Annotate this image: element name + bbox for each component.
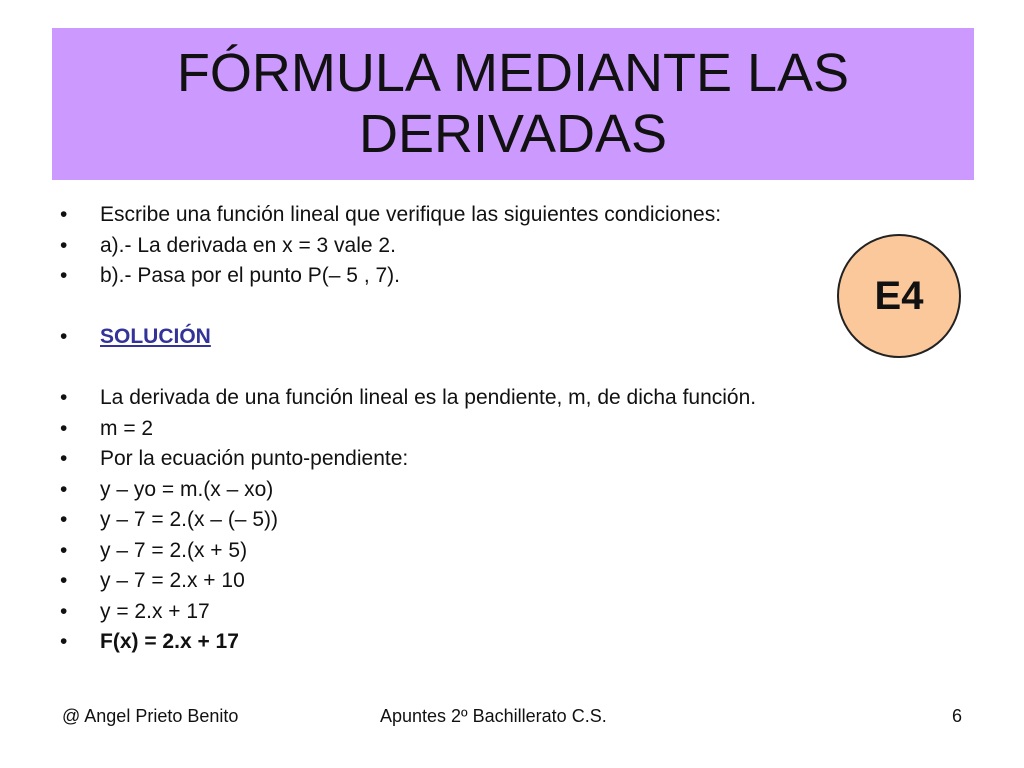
bullet-icon: • xyxy=(60,538,68,562)
slide-title: FÓRMULA MEDIANTE LAS DERIVADAS xyxy=(176,42,850,164)
bullet-spacer xyxy=(60,292,940,323)
bullet-item-formula-step-4 xyxy=(60,597,940,628)
bullet-item-statement xyxy=(60,200,940,231)
bullet-text: y = 2.x + 17 xyxy=(100,599,210,623)
bullet-item-final-answer xyxy=(60,627,940,658)
bullet-icon: • xyxy=(60,325,68,348)
bullet-icon: • xyxy=(60,569,68,592)
bullet-item-formula-step-3 xyxy=(60,566,940,597)
bullet-item-solution-link[interactable] xyxy=(60,322,940,353)
bullet-item-derivative-note xyxy=(60,383,940,414)
bullet-icon: • xyxy=(60,416,68,440)
bullet-text: b).- Pasa por el punto P(– 5 , 7). xyxy=(100,264,400,287)
bullet-item-formula-general xyxy=(60,475,940,506)
bullet-item-formula-step-1 xyxy=(60,505,940,536)
bullet-icon: • xyxy=(60,264,68,287)
bullet-item-formula-step-2 xyxy=(60,536,940,567)
bullet-list xyxy=(60,200,940,658)
bullet-text: y – 7 = 2.(x – (– 5)) xyxy=(100,508,278,531)
footer-page-number: 6 xyxy=(952,706,963,726)
title-banner xyxy=(52,28,974,180)
bullet-icon: • xyxy=(60,630,68,653)
final-answer: F(x) = 2.x + 17 xyxy=(100,630,239,653)
bullet-text: Por la ecuación punto-pendiente: xyxy=(100,447,409,470)
exercise-badge-label: E4 xyxy=(874,273,924,318)
footer-author: @ Angel Prieto Benito xyxy=(62,706,239,726)
bullet-text: y – 7 = 2.x + 10 xyxy=(100,569,245,592)
bullet-item-condition-a xyxy=(60,231,940,262)
bullet-icon: • xyxy=(60,447,68,470)
bullet-icon: • xyxy=(60,386,68,409)
bullet-text: Escribe una función lineal que verifique las siguientes condiciones: xyxy=(100,203,722,226)
exercise-badge xyxy=(837,234,961,358)
bullet-item-slope xyxy=(60,414,940,445)
bullet-item-condition-b xyxy=(60,261,940,292)
bullet-item-point-slope xyxy=(60,444,940,475)
bullet-icon: • xyxy=(60,203,68,226)
bullet-text: m = 2 xyxy=(100,416,154,440)
bullet-icon: • xyxy=(60,599,68,623)
bullet-text: La derivada de una función lineal es la pendiente, m, de dicha función. xyxy=(100,386,757,409)
bullet-icon: • xyxy=(60,233,68,257)
bullet-icon: • xyxy=(60,477,68,501)
bullet-text: y – yo = m.(x – xo) xyxy=(100,477,274,501)
solution-link[interactable]: SOLUCIÓN xyxy=(100,325,211,348)
bullet-spacer xyxy=(60,353,940,384)
footer-course: Apuntes 2º Bachillerato C.S. xyxy=(380,706,607,726)
bullet-text: y – 7 = 2.(x + 5) xyxy=(100,538,248,562)
bullet-text: a).- La derivada en x = 3 vale 2. xyxy=(100,233,396,257)
bullet-icon: • xyxy=(60,508,68,531)
